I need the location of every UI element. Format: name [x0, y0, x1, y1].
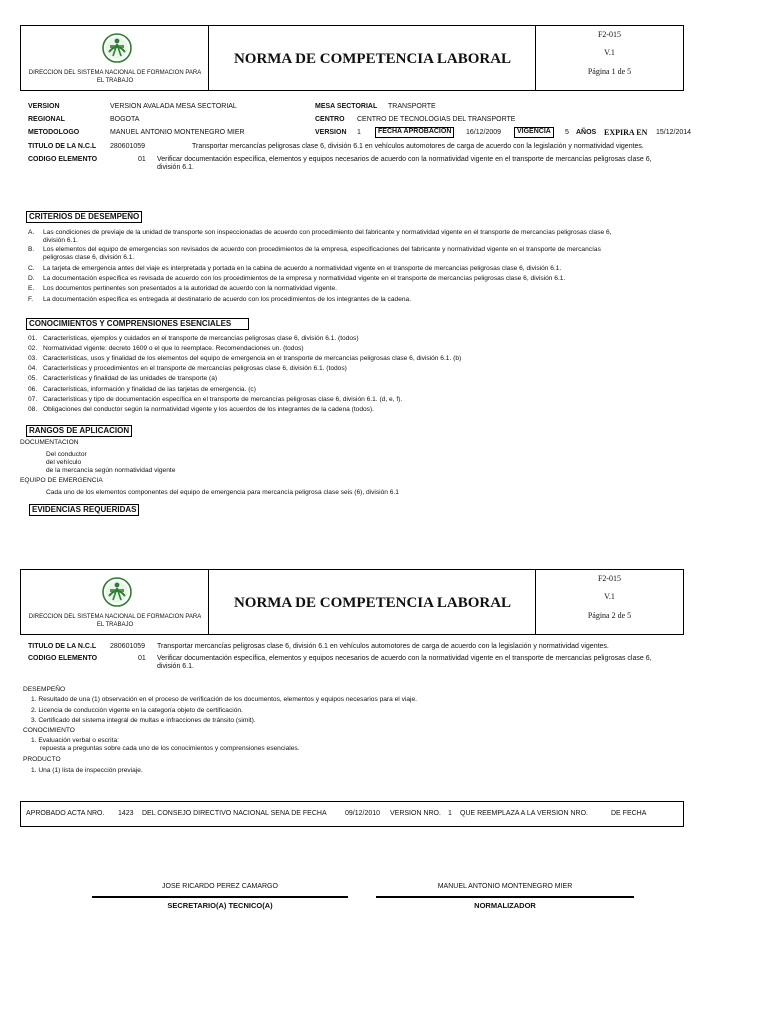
codigo-num-p2: 01 [138, 655, 146, 662]
header-page: Página 2 de 5 [587, 611, 632, 620]
signature-2-line [376, 896, 634, 898]
titulo-label-p2: TITULO DE LA N.C.L [28, 643, 97, 650]
rangos-doc-item-1: Del conductor [46, 451, 87, 458]
acta-fecha: 09/12/2010 [345, 810, 381, 817]
desempeno-label: DESEMPEÑO [23, 686, 66, 693]
rangos-doc-item-3: de la mercancía según normatividad vigente [46, 467, 176, 474]
titulo-code-p2: 280601059 [110, 643, 146, 650]
regional-label: REGIONAL [28, 116, 65, 123]
conocimientos-title: CONOCIMIENTOS Y COMPRENSIONES ESENCIALES [26, 318, 249, 330]
version-value: VERSION AVALADA MESA SECTORIAL [110, 103, 237, 110]
codigo-value-line2: división 6.1. [157, 164, 194, 171]
conocimiento-item-2: repuesta a preguntas sobre cada uno de los conocimientos y comprensiones esenciales. [40, 745, 300, 752]
header-page: Página 1 de 5 [587, 67, 632, 76]
consejo-label: DEL CONSEJO DIRECTIVO NACIONAL SENA DE FECHA [142, 810, 327, 817]
header-version: V.1 [604, 592, 615, 601]
version2-value: 1 [357, 129, 361, 136]
desempeno-item-2: 2. Licencia de conducción vigente en la categoría objeto de certificación. [31, 707, 243, 714]
version-nro: 1 [448, 810, 452, 817]
header-title: NORMA DE COMPETENCIA LABORAL [233, 51, 512, 67]
expira-label: EXPIRA EN [604, 128, 648, 137]
page2-header [20, 569, 684, 635]
signature-2-role: NORMALIZADOR [474, 901, 536, 910]
titulo-code: 280601059 [110, 143, 146, 150]
version2-label: VERSION [315, 129, 347, 136]
sena-logo-icon [101, 32, 133, 64]
codigo-label: CODIGO ELEMENTO [28, 156, 98, 163]
header-title-cell [209, 570, 536, 634]
acta-nro: 1423 [118, 810, 134, 817]
header-dept: DIRECCION DEL SISTEMA NACIONAL DE FORMACION PARA EL TRABAJO [28, 614, 202, 628]
aprobado-label: APROBADO ACTA NRO. [26, 810, 105, 817]
vigencia-value: 5 [565, 129, 569, 136]
codigo-value-line1: Verificar documentación específica, elementos y equipos necesarios de acuerdo con la normatividad vigente en el transporte de mercancías peligrosas clase 6, [157, 156, 652, 163]
signature-2-name: MANUEL ANTONIO MONTENEGRO MIER [437, 883, 573, 890]
rangos-equipo-item: Cada uno de los elementos componentes del equipo de emergencia para mercancía peligrosa clase seis (6), división 6.1 [46, 489, 399, 496]
rangos-doc-item-2: del vehículo [46, 459, 82, 466]
metodologo-label: METODOLOGO [28, 129, 80, 136]
fecha-aprobacion-value: 16/12/2009 [466, 129, 502, 136]
signature-1-name: JOSE RICARDO PEREZ CAMARGO [162, 883, 278, 890]
codigo-num: 01 [138, 156, 146, 163]
titulo-value-p2: Transportar mercancías peligrosas clase 6, división 6.1 en vehículos automotores de carga de acuerdo con la legislación y normatividad vigentes. [157, 643, 609, 650]
version-nro-label: VERSION NRO. [390, 810, 441, 817]
desempeno-item-3: 3. Certificado del sistema integral de multas e infracciones de tránsito (simit). [31, 717, 256, 724]
desempeno-item-1: 1. Resultado de una (1) observación en el proceso de verificación de los documentos, elementos y equipos necesarios para el viaje. [31, 696, 417, 703]
page1-header [20, 25, 684, 91]
codigo-value-p2-line1: Verificar documentación específica, elementos y equipos necesarios de acuerdo con la normatividad vigente en el transporte de mercancías peligrosas clase 6, [157, 655, 652, 662]
evidencias-title: EVIDENCIAS REQUERIDAS [29, 504, 139, 516]
rangos-equipo-label: EQUIPO DE EMERGENCIA [20, 477, 103, 484]
titulo-label: TITULO DE LA N.C.L [28, 143, 97, 150]
centro-label: CENTRO [315, 116, 345, 123]
header-version: V.1 [604, 48, 615, 57]
header-code: F2-015 [597, 30, 622, 39]
header-code: F2-015 [597, 574, 622, 583]
regional-value: BOGOTA [110, 116, 140, 123]
producto-item-1: 1. Una (1) lista de inspección previaje. [31, 767, 143, 774]
mesa-value: TRANSPORTE [388, 103, 436, 110]
rangos-title: RANGOS DE APLICACION [26, 425, 132, 437]
signature-1-line [92, 896, 348, 898]
rangos-doc-label: DOCUMENTACION [20, 439, 79, 446]
criterios-title: CRITERIOS DE DESEMPEÑO [26, 211, 142, 223]
approval-box [20, 801, 684, 827]
header-dept: DIRECCION DEL SISTEMA NACIONAL DE FORMACION PARA EL TRABAJO [28, 70, 202, 84]
centro-value: CENTRO DE TECNOLOGIAS DEL TRANSPORTE [357, 116, 516, 123]
de-fecha-label: DE FECHA [611, 810, 647, 817]
header-title-cell [209, 26, 536, 90]
version-label: VERSION [28, 103, 60, 110]
header-logo-cell [21, 26, 209, 90]
header-meta-cell [536, 570, 683, 634]
sena-logo-icon [101, 576, 133, 608]
fecha-aprobacion-label: FECHA APROBACION [375, 127, 454, 138]
conocimiento-item-1: 1. Evaluación verbal o escrita: [31, 737, 119, 744]
vigencia-label: VIGENCIA [514, 127, 554, 138]
codigo-value-p2-line2: división 6.1. [157, 663, 194, 670]
anos-label: AÑOS [576, 129, 597, 136]
signature-1-role: SECRETARIO(A) TECNICO(A) [167, 901, 273, 910]
reemplaza-label: QUE REEMPLAZA A LA VERSION NRO. [460, 810, 588, 817]
producto-label: PRODUCTO [23, 756, 61, 763]
metodologo-value: MANUEL ANTONIO MONTENEGRO MIER [110, 129, 245, 136]
expira-value: 15/12/2014 [656, 129, 692, 136]
titulo-value: Transportar mercancías peligrosas clase 6, división 6.1 en vehículos automotores de carga de acuerdo con la legislación y normatividad vigentes. [192, 143, 644, 150]
codigo-label-p2: CODIGO ELEMENTO [28, 655, 98, 662]
header-logo-cell [21, 570, 209, 634]
header-meta-cell [536, 26, 683, 90]
conocimiento-label: CONOCIMIENTO [23, 727, 75, 734]
header-title: NORMA DE COMPETENCIA LABORAL [233, 595, 512, 611]
mesa-label: MESA SECTORIAL [315, 103, 378, 110]
